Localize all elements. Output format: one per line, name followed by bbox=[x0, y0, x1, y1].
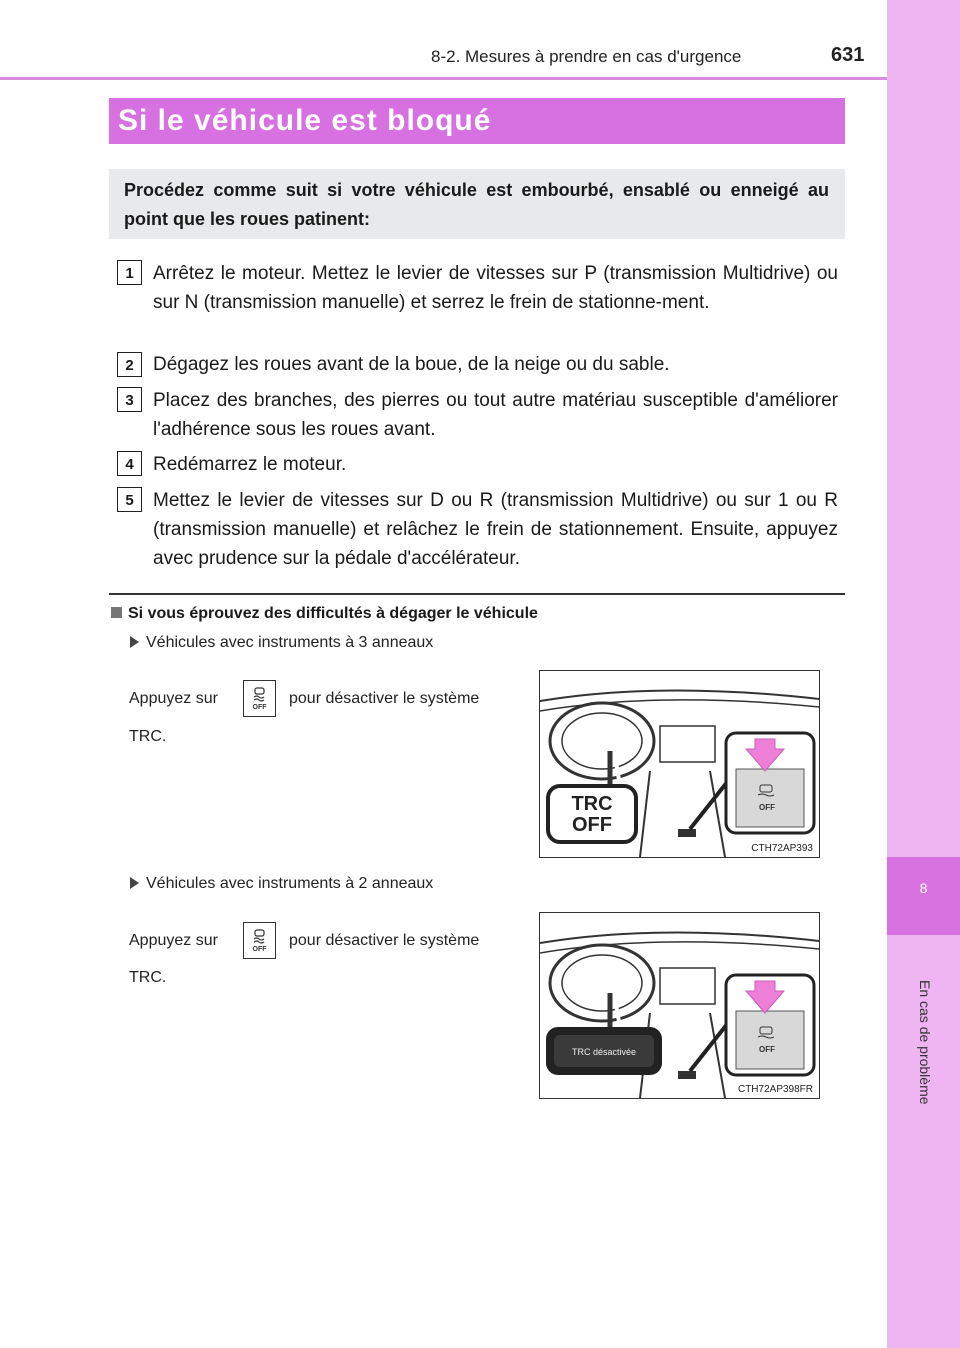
triangle-bullet-icon bbox=[130, 636, 139, 648]
icon-off-text: OFF bbox=[252, 704, 267, 711]
dashboard-illustration-2 bbox=[540, 913, 819, 1098]
figure-code-1: CTH72AP393 bbox=[751, 843, 813, 854]
trc-off-button-icon bbox=[243, 922, 276, 959]
chapter-label: En cas de problème bbox=[917, 980, 933, 1105]
chapter-tab[interactable] bbox=[887, 857, 960, 935]
press-instruction-1-after: pour désactiver le système bbox=[289, 690, 480, 707]
figure-3-rings bbox=[539, 670, 820, 858]
press-instruction-2-after: pour désactiver le système bbox=[289, 932, 480, 949]
step-number-2: 2 bbox=[117, 352, 142, 377]
press-instruction-1: Appuyez sur bbox=[129, 690, 218, 707]
figure-code-2: CTH72AP398FR bbox=[737, 1084, 813, 1095]
variant-label-text: Véhicules avec instruments à 2 anneaux bbox=[146, 875, 434, 892]
square-bullet-icon bbox=[111, 607, 122, 618]
step-text-3: Placez des branches, des pierres ou tout autre matériau susceptible d'améliorer l'adhérence sous les roues avant. bbox=[153, 390, 838, 440]
icon-off-text: OFF bbox=[252, 946, 267, 953]
fig-off-label: OFF bbox=[759, 1045, 775, 1054]
variant-label-3-rings bbox=[130, 634, 433, 652]
header-rule bbox=[0, 77, 887, 80]
step-text-1: Arrêtez le moteur. Mettez le levier de vitesses sur P (transmission Multidrive) ou sur N (transmission manuelle) et serrez le frein de stationne-ment. bbox=[153, 263, 838, 313]
variant-label-2-rings bbox=[130, 875, 433, 893]
step-number-5: 5 bbox=[117, 487, 142, 512]
fig-off-label: OFF bbox=[759, 803, 775, 812]
trc-off-button-icon bbox=[243, 680, 276, 717]
dashboard-illustration-1 bbox=[540, 671, 819, 857]
step-text-5: Mettez le levier de vitesses sur D ou R (transmission Multidrive) ou sur 1 ou R (transmission manuelle) et relâchez le frein de stationnement. Ensuite, appuyez avec prudence sur la pédale d'accélérateur. bbox=[153, 490, 838, 569]
step-text-4: Redémarrez le moteur. bbox=[153, 454, 347, 475]
triangle-bullet-icon bbox=[130, 877, 139, 889]
press-instruction-1-line2: TRC. bbox=[129, 728, 167, 745]
off-display-text: OFF bbox=[572, 814, 612, 836]
trc-display-text: TRC bbox=[571, 793, 613, 815]
page-number: 631 bbox=[831, 44, 865, 66]
step-number-3: 3 bbox=[117, 387, 142, 412]
step-number-4: 4 bbox=[117, 451, 142, 476]
step-text-2: Dégagez les roues avant de la boue, de la neige ou du sable. bbox=[153, 354, 670, 375]
header-section-title: 8-2. Mesures à prendre en cas d'urgence bbox=[431, 47, 742, 66]
step-number-1: 1 bbox=[117, 260, 142, 285]
intro-text: Procédez comme suit si votre véhicule est embourbé, ensablé ou enneigé au point que les roues patinent: bbox=[124, 180, 829, 229]
variant-label-text: Véhicules avec instruments à 3 anneaux bbox=[146, 634, 434, 651]
subsection-heading bbox=[111, 605, 538, 623]
side-tab-strip bbox=[887, 0, 960, 1348]
chapter-number: 8 bbox=[919, 880, 928, 896]
figure-2-rings bbox=[539, 912, 820, 1099]
page-title: Si le véhicule est bloqué bbox=[118, 104, 492, 137]
trc-desactivee-display: TRC désactivée bbox=[571, 1047, 637, 1057]
press-instruction-2-line2: TRC. bbox=[129, 969, 167, 986]
subsection-heading-text: Si vous éprouvez des difficultés à dégager le véhicule bbox=[128, 605, 538, 622]
section-divider bbox=[109, 593, 845, 595]
press-instruction-2: Appuyez sur bbox=[129, 932, 218, 949]
